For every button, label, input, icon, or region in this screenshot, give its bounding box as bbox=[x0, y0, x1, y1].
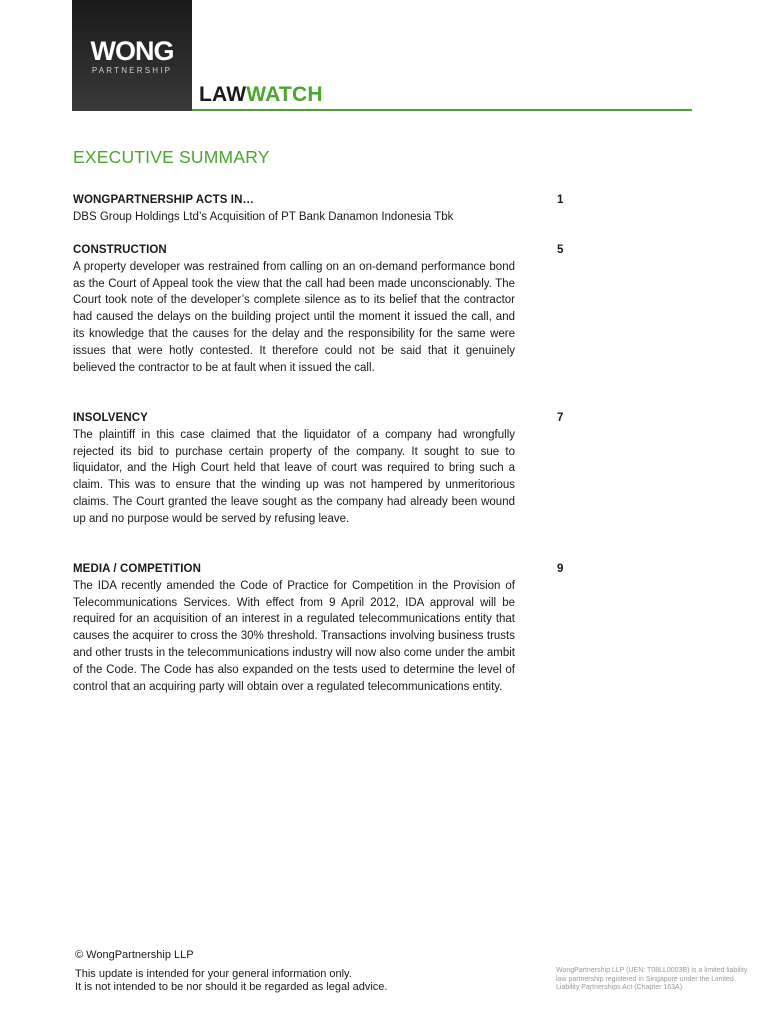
footer-disclaimer bbox=[75, 968, 495, 994]
logo-subtitle: PARTNERSHIP bbox=[91, 66, 173, 75]
publication-title-law: LAW bbox=[199, 83, 247, 106]
logo-wordmark: WONG bbox=[90, 36, 174, 66]
section-page-number: 7 bbox=[557, 412, 564, 424]
publication-title bbox=[199, 83, 323, 107]
footer-copyright: © WongPartnership LLP bbox=[75, 949, 194, 961]
summary-section-media-competition bbox=[73, 561, 515, 695]
footer-disclaimer-line: It is not intended to be nor should it be regarded as legal advice. bbox=[75, 981, 388, 993]
section-page-number: 1 bbox=[557, 194, 564, 206]
footer-disclaimer-line: This update is intended for your general information only. bbox=[75, 968, 352, 980]
section-heading: INSOLVENCY bbox=[73, 412, 148, 424]
publication-title-watch: WATCH bbox=[246, 83, 323, 106]
section-heading: WONGPARTNERSHIP ACTS IN… bbox=[73, 194, 255, 206]
section-heading: CONSTRUCTION bbox=[73, 244, 167, 256]
wongpartnership-logo bbox=[72, 0, 192, 111]
header-divider bbox=[192, 109, 692, 111]
footer-legal-notice: WongPartnership LLP (UEN: T08LL0003B) is a limited liability law partnership registered in Singapore under the Limited Liability Partnerships Act (Chapter 163A). bbox=[556, 967, 748, 991]
section-body: DBS Group Holdings Ltd’s Acquisition of PT Bank Danamon Indonesia Tbk bbox=[73, 210, 454, 223]
summary-section-insolvency bbox=[73, 410, 515, 528]
section-page-number: 9 bbox=[557, 563, 564, 575]
section-page-number: 5 bbox=[557, 244, 564, 256]
summary-section-acts-in bbox=[73, 192, 515, 226]
section-body: A property developer was restrained from calling on an on-demand performance bond as the Court of Appeal took the view that the call had been made unconscionably. The Court took note of the developer’s complete silence as to its belief that the contractor had caused the delays on the building project until the moment it issued the call, and its knowledge that the causes for the delay and the responsibility for the same were issues that were hotly contested. It therefore could not be said that it genuinely believed the contractor to be at fault when it issued the call. bbox=[73, 260, 515, 374]
summary-section-construction bbox=[73, 242, 515, 376]
section-body: The plaintiff in this case claimed that the liquidator of a company had wrongfully rejected its bid to purchase certain property of the company. It sought to sue to liquidator, and the High Court held that leave of court was required to bring such a claim. This was to ensure that the winding up was not hampered by unmeritorious claims. The Court granted the leave sought as the company had already been wound up and no purpose would be served by refusing leave. bbox=[73, 428, 515, 525]
page-title: EXECUTIVE SUMMARY bbox=[73, 147, 270, 167]
section-body: The IDA recently amended the Code of Practice for Competition in the Provision of Telecommunications Services. With effect from 9 April 2012, IDA approval will be required for an acquisition of an interest in a regulated telecommunications entity that causes the acquirer to cross the 30% threshold. Transactions involving business trusts and other trusts in the telecommunications industry will now also come under the ambit of the Code. The Code has also expanded on the tests used to determine the level of control that an acquiring party will obtain over a regulated telecommunications entity. bbox=[73, 579, 515, 693]
section-heading: MEDIA / COMPETITION bbox=[73, 563, 201, 575]
